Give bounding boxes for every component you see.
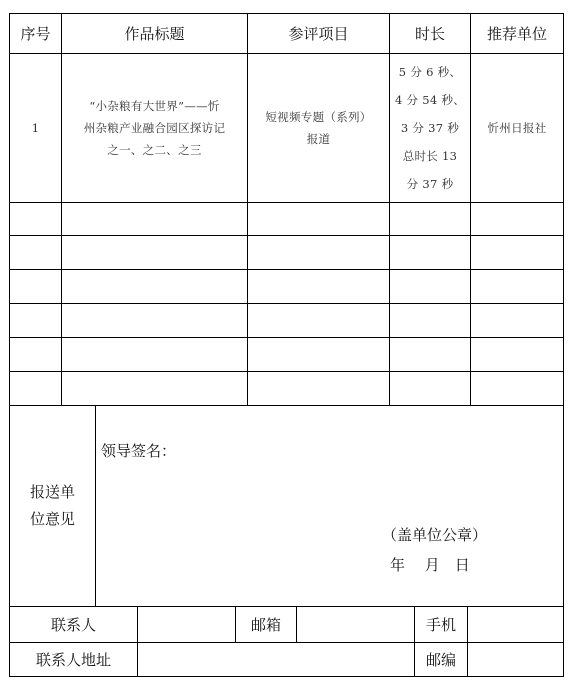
- postcode-label: 邮编: [425, 651, 456, 669]
- rule-row1: [9, 202, 564, 203]
- rule-row3: [9, 269, 564, 270]
- date-line: 年 月 日: [390, 556, 470, 574]
- entry-category-line: 短视频专题（系列）: [265, 110, 372, 124]
- contact-address-field[interactable]: [138, 643, 414, 676]
- entry-category-line: 报道: [306, 132, 331, 146]
- rule-right: [563, 13, 564, 677]
- submission-form: [9, 13, 564, 677]
- email-label: 邮箱: [250, 616, 281, 634]
- seal-note: （盖单位公章）: [382, 526, 488, 544]
- rule-row2: [9, 235, 564, 236]
- entry-unit: 忻州日报社: [487, 121, 547, 135]
- header-title: 作品标题: [124, 25, 185, 43]
- header-duration: 时长: [414, 25, 445, 43]
- leader-signature-label: 领导签名：: [101, 442, 177, 460]
- opinion-sep: [95, 405, 96, 606]
- entry-duration-line: 4 分 54 秒、: [394, 93, 466, 107]
- entry-category: [248, 54, 389, 202]
- entry-index: 1: [31, 121, 40, 135]
- entry-duration-line: 总时长 13: [402, 149, 458, 163]
- entry-duration: [390, 54, 470, 202]
- opinion-label-line: 报送单: [29, 483, 75, 501]
- entry-title-line: 州杂粮产业融合园区探访记: [83, 121, 226, 135]
- phone-label: 手机: [425, 616, 456, 634]
- header-category: 参评项目: [288, 25, 349, 43]
- phone-field[interactable]: [468, 607, 563, 642]
- entry-duration-line: 5 分 6 秒、: [398, 65, 462, 79]
- entry-title-line: “小杂粮有大世界”——忻: [89, 99, 220, 113]
- opinion-label-line: 位意见: [29, 510, 75, 528]
- contact-address-label: 联系人地址: [35, 651, 111, 669]
- rule-row5: [9, 337, 564, 338]
- rule-bottom: [9, 676, 564, 677]
- entry-duration-line: 分 37 秒: [406, 177, 454, 191]
- header-index: 序号: [20, 25, 51, 43]
- entry-title: [62, 54, 247, 202]
- postcode-field[interactable]: [468, 643, 563, 676]
- contact-person-label: 联系人: [50, 616, 96, 634]
- header-unit: 推荐单位: [486, 25, 547, 43]
- email-field[interactable]: [297, 607, 414, 642]
- entry-title-line: 之一、之二、之三: [107, 143, 202, 157]
- opinion-label: [10, 406, 95, 606]
- contact-person-field[interactable]: [138, 607, 235, 642]
- rule-row4: [9, 303, 564, 304]
- rule-row6: [9, 371, 564, 372]
- entry-duration-line: 3 分 37 秒: [400, 121, 460, 135]
